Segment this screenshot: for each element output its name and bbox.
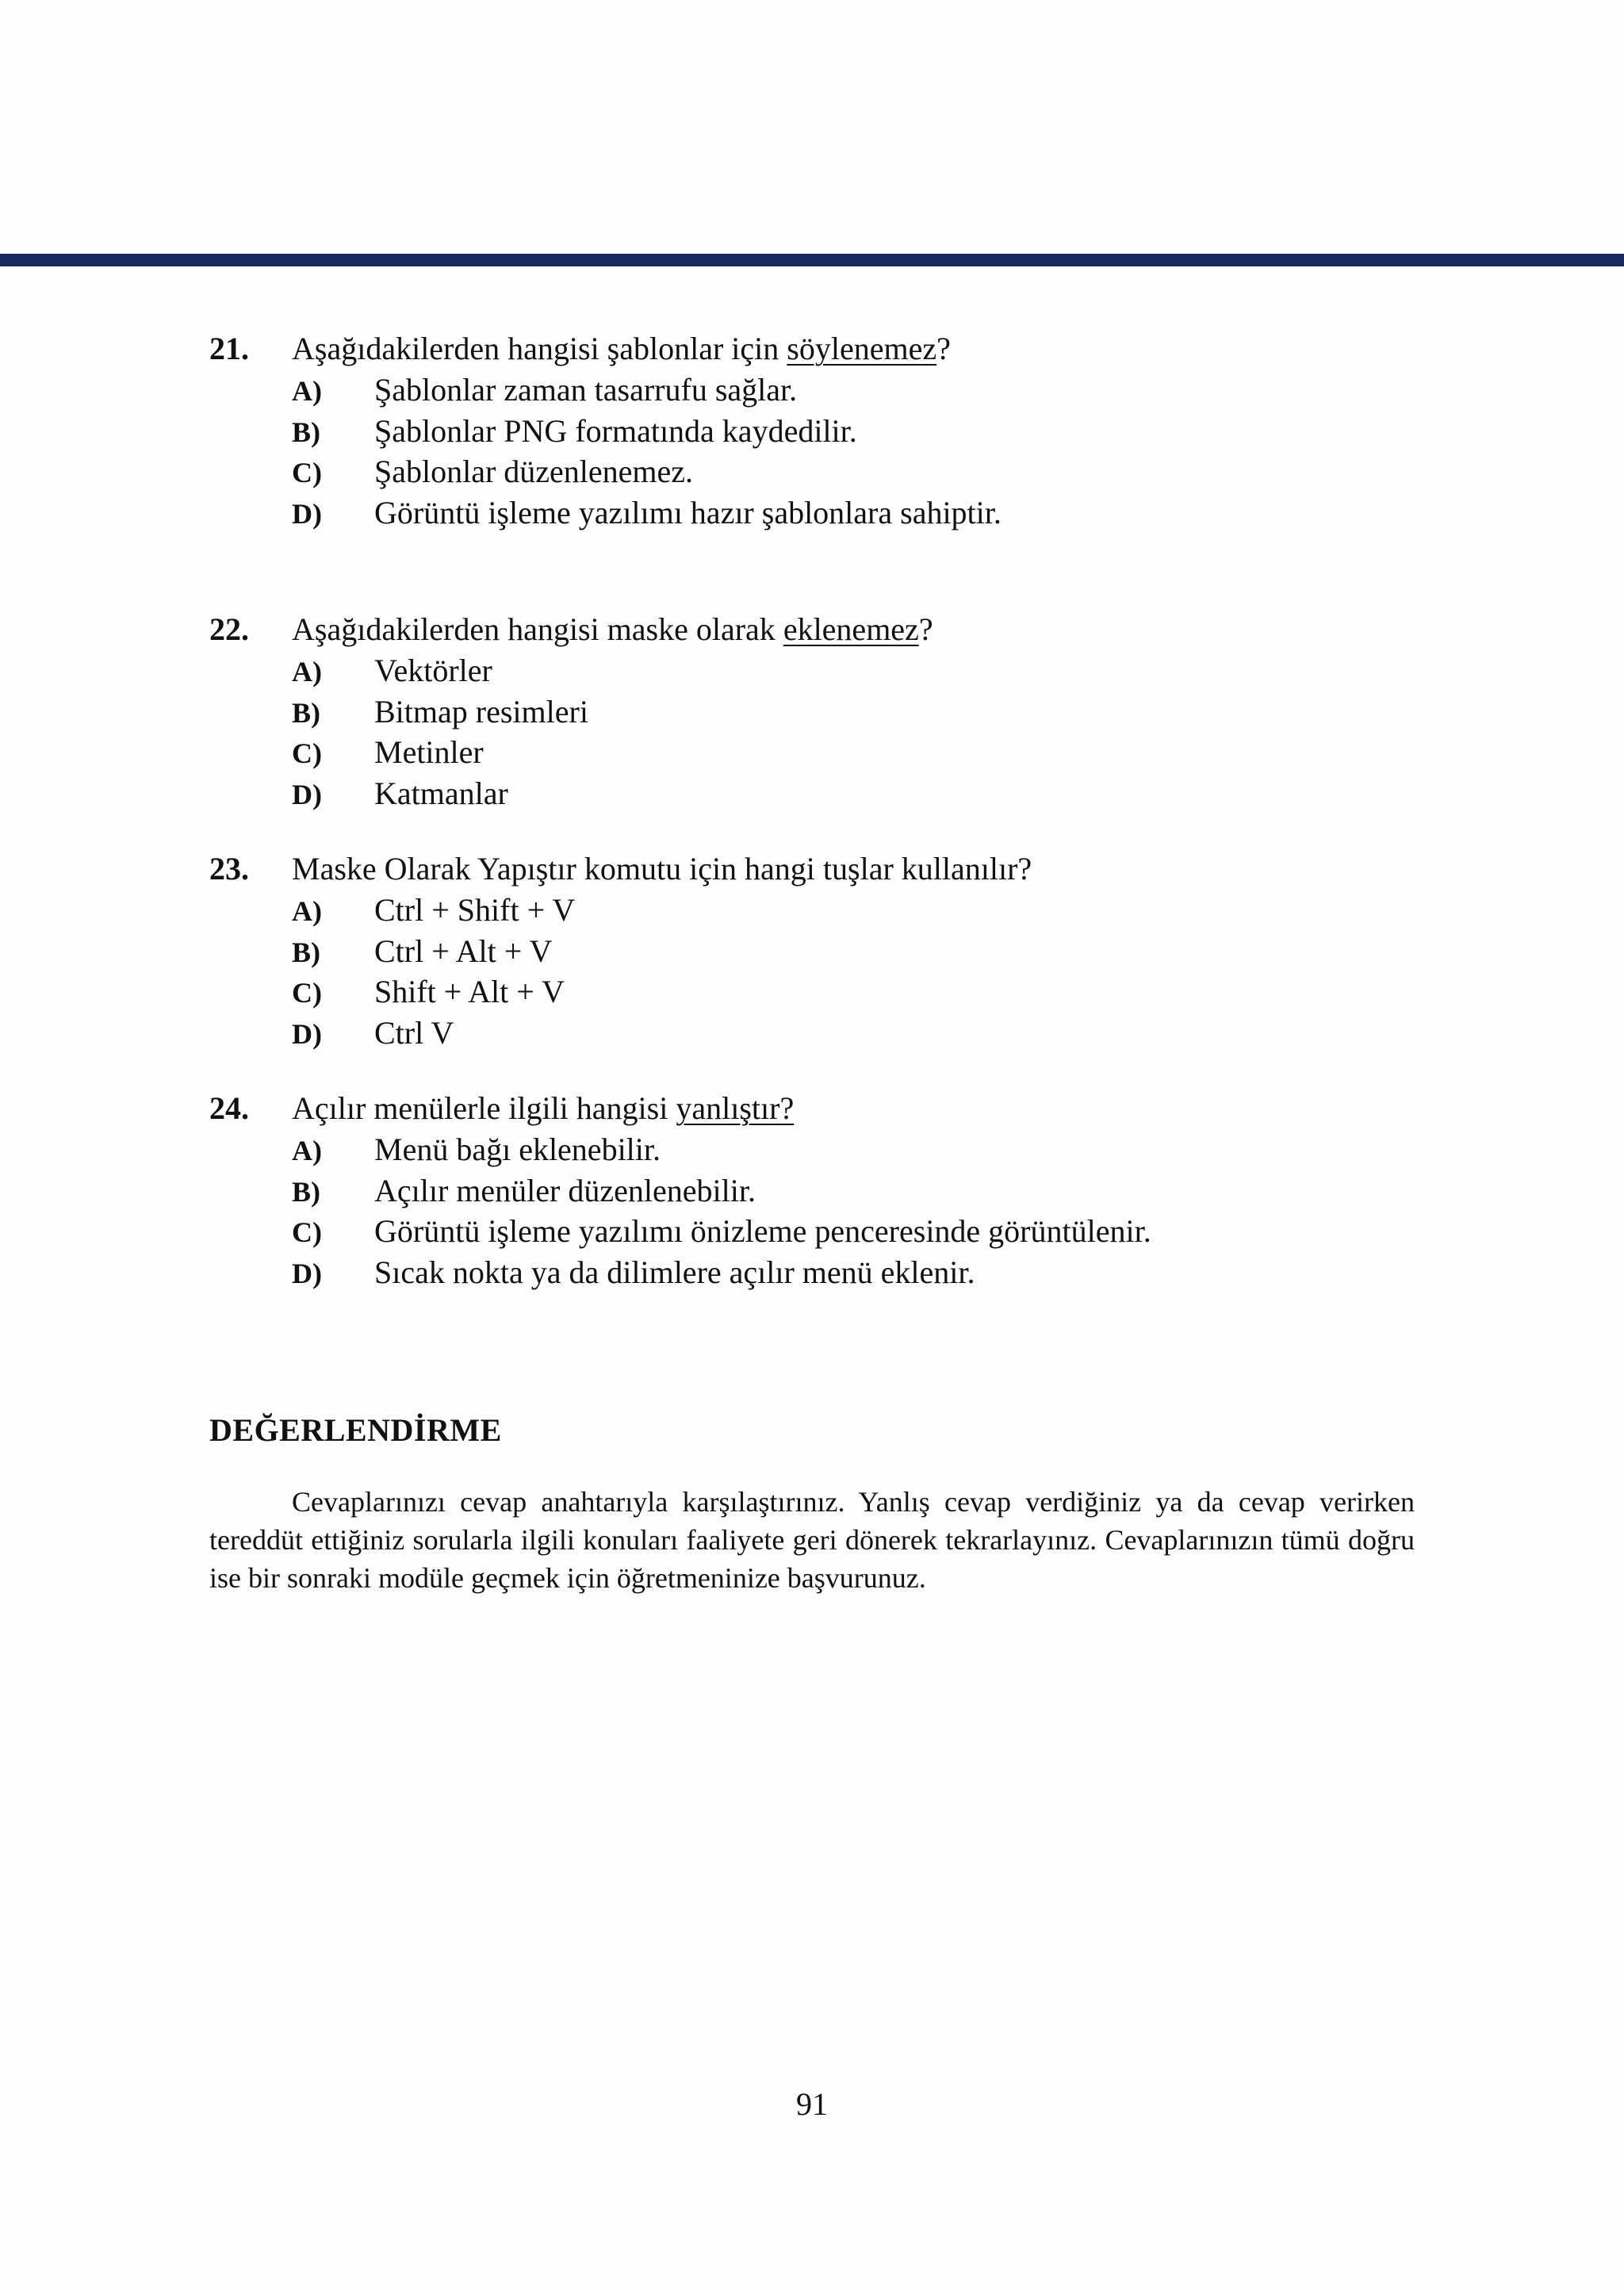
question-22 xyxy=(209,609,1446,814)
evaluation-title: DEĞERLENDİRME xyxy=(209,1412,502,1448)
option-text: Metinler xyxy=(374,734,484,770)
option-text: Görüntü işleme yazılımı hazır şablonlara sahiptir. xyxy=(374,494,1002,530)
question-number: 22. xyxy=(209,611,249,647)
option-letter: B) xyxy=(292,415,320,448)
option-text: Ctrl + Shift + V xyxy=(374,892,576,928)
option-text: Açılır menüler düzenlenebilir. xyxy=(374,1172,756,1208)
option-text: Menü bağı eklenebilir. xyxy=(374,1132,661,1167)
question-stem xyxy=(209,609,1446,650)
option-text: Ctrl V xyxy=(374,1014,454,1051)
option-b xyxy=(209,411,1446,452)
option-letter: A) xyxy=(292,656,322,687)
option-letter: C) xyxy=(292,977,322,1009)
option-text: Şablonlar PNG formatında kaydedilir. xyxy=(374,412,857,449)
evaluation-paragraph: Cevaplarınızı cevap anahtarıyla karşılaştırınız. Yanlış cevap verdiğiniz ya da cevap verirken tereddüt ettiğiniz sorularla ilgili konuları faaliyete geri dönerek tekrarlayınız. Cevaplarınızın tümü doğru ise bir sonraki modüle geçmek için öğretmeninize başvurunuz. xyxy=(209,1486,1415,1594)
question-21 xyxy=(209,328,1446,533)
question-text: Açılır menülerle ilgili hangisi yanlıştır? xyxy=(292,1090,795,1126)
option-text: Vektörler xyxy=(374,653,492,688)
option-d xyxy=(209,1252,1446,1293)
option-d xyxy=(209,773,1446,814)
option-letter: C) xyxy=(292,1216,322,1248)
option-letter: A) xyxy=(292,895,322,927)
option-a xyxy=(209,370,1446,411)
option-text: Ctrl + Alt + V xyxy=(374,932,553,969)
option-text: Shift + Alt + V xyxy=(374,974,565,1009)
option-letter: A) xyxy=(292,1135,322,1166)
header-rule xyxy=(0,254,1624,266)
option-text: Görüntü işleme yazılımı önizleme penceresinde görüntülenir. xyxy=(374,1213,1151,1249)
option-text: Sıcak nokta ya da dilimlere açılır menü eklenir. xyxy=(374,1254,975,1290)
question-number: 21. xyxy=(209,331,249,366)
option-letter: A) xyxy=(292,375,322,407)
underlined-keyword: söylenemez xyxy=(787,331,937,366)
option-b xyxy=(209,1170,1446,1212)
option-letter: B) xyxy=(292,696,320,729)
option-d xyxy=(209,492,1446,534)
option-letter: C) xyxy=(292,737,322,769)
option-a xyxy=(209,1129,1446,1170)
question-text: Aşağıdakilerden hangisi maske olarak eklenemez? xyxy=(292,611,933,647)
question-24 xyxy=(209,1088,1446,1292)
option-text: Şablonlar düzenlenemez. xyxy=(374,454,694,489)
underlined-keyword: yanlıştır? xyxy=(676,1090,795,1126)
option-d xyxy=(209,1013,1446,1054)
option-letter: D) xyxy=(292,778,322,810)
option-a xyxy=(209,650,1446,691)
question-number: 24. xyxy=(209,1090,249,1126)
question-stem xyxy=(209,848,1446,890)
question-stem xyxy=(209,328,1446,370)
question-stem xyxy=(209,1088,1446,1129)
page-number: 91 xyxy=(796,2086,828,2122)
option-a xyxy=(209,890,1446,931)
option-letter: B) xyxy=(292,936,320,968)
option-letter: D) xyxy=(292,497,322,530)
option-c xyxy=(209,451,1446,492)
option-letter: B) xyxy=(292,1175,320,1208)
question-23 xyxy=(209,848,1446,1053)
underlined-keyword: eklenemez xyxy=(783,611,919,647)
option-b xyxy=(209,931,1446,972)
option-c xyxy=(209,1211,1446,1252)
question-number: 23. xyxy=(209,851,249,887)
option-text: Şablonlar zaman tasarrufu sağlar. xyxy=(374,372,798,408)
option-letter: D) xyxy=(292,1017,322,1050)
option-c xyxy=(209,971,1446,1013)
option-letter: D) xyxy=(292,1257,322,1289)
option-letter: C) xyxy=(292,457,322,488)
option-text: Bitmap resimleri xyxy=(374,693,588,730)
option-c xyxy=(209,732,1446,773)
question-text: Maske Olarak Yapıştır komutu için hangi tuşlar kullanılır? xyxy=(292,851,1032,887)
option-text: Katmanlar xyxy=(374,775,508,811)
option-b xyxy=(209,691,1446,733)
question-text: Aşağıdakilerden hangisi şablonlar için söylenemez? xyxy=(292,331,951,366)
